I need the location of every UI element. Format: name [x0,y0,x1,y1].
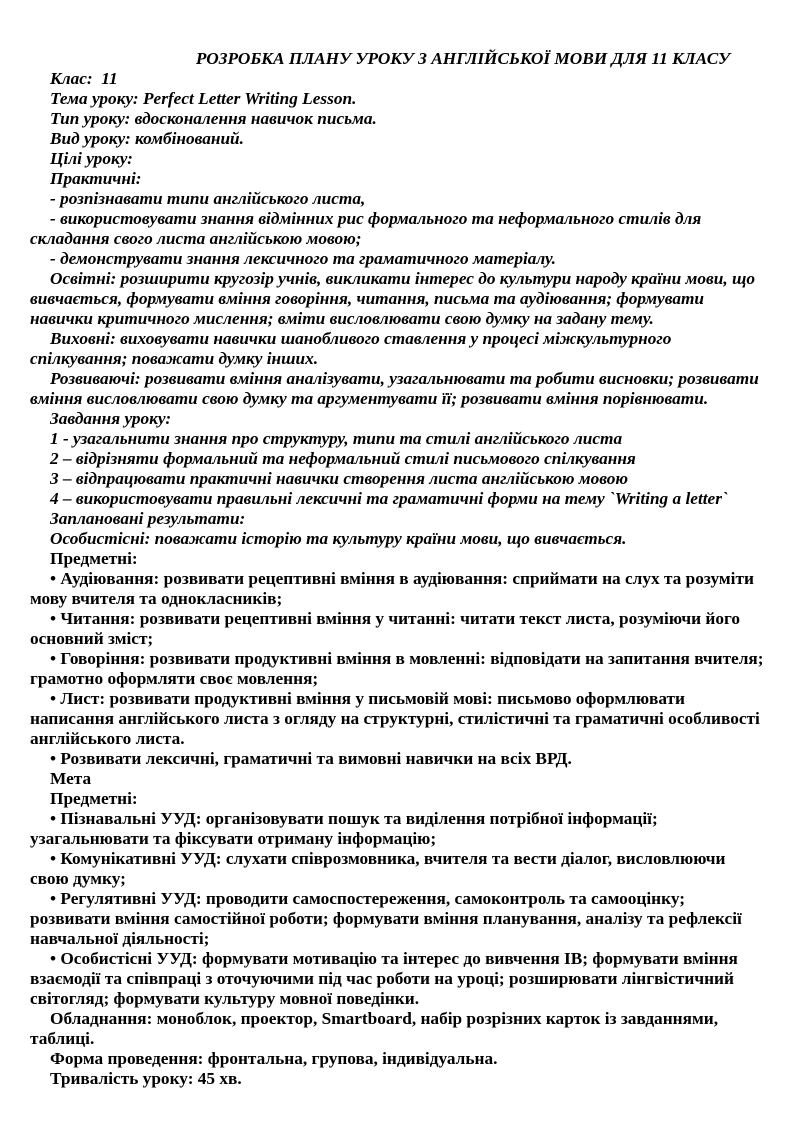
lesson-tasks-heading: Завдання уроку: [50,409,172,428]
educational-goals-paragraph: Освітні: розширити кругозір учнів, викликати інтерес до культури народу країни мови, що вивчається, формувати вміння говоріння, читання, письма та аудіювання; формувати навички критичного мислення; вміти висловлювати свою думку на задану тему. [30,269,760,328]
planned-results-heading: Заплановані результати: [50,509,246,528]
personal-uud-item: • Особистісні УУД: формувати мотивацію та інтерес до вивчення ІВ; формувати вміння взаємодії та співпраці з оточуючими під час роботи на уроці; розширювати лінгвістичний світогляд; формувати культуру мовної поведінки. [30,949,743,1008]
class-line: Клас: 11 [50,69,118,88]
goals-heading: Цілі уроку: [50,149,133,168]
lesson-duration-line: Тривалість уроку: 45 хв. [50,1069,242,1088]
subject-results-heading: Предметні: [50,549,138,568]
reading-skill-item: • Читання: розвивати рецептивні вміння у читанні: читати текст листа, розуміючи його основний зміст; [30,609,745,648]
skills-development-item: • Розвивати лексичні, граматичні та вимовні навички на всіх ВРД. [50,749,572,768]
lesson-task-item: 4 – використовувати правильні лексичні та граматичні форми на тему `Writing a letter` [50,489,728,508]
practical-goals-heading: Практичні: [50,169,142,188]
speaking-skill-item: • Говоріння: розвивати продуктивні вміння в мовленні: відповідати на запитання вчителя; грамотно оформляти своє мовлення; [30,649,768,688]
practical-goal-item: - використовувати знання відмінних рис формального та неформального стилів для складання свого листа англійською мовою; [30,209,706,248]
aim-heading: Мета [50,769,92,788]
equipment-line: Обладнання: моноблок, проектор, Smartboard, набір розрізних карток із завданнями, таблиці. [30,1009,723,1048]
writing-skill-item: • Лист: розвивати продуктивні вміння у письмовій мові: письмово оформлювати написання англійського листа з огляду на структурні, стилістичні та граматичні особливості англійського листа. [30,689,765,748]
page-title: РОЗРОБКА ПЛАНУ УРОКУ З АНГЛІЙСЬКОЇ МОВИ ДЛЯ 11 КЛАСУ [195,49,731,68]
practical-goal-item: - демонструвати знання лексичного та граматичного матеріалу. [50,249,556,268]
lesson-task-item: 1 - узагальнити знання про структуру, типи та стилі англійського листа [50,429,623,448]
lesson-kind-line: Вид уроку: комбінований. [50,129,244,148]
communicative-uud-item: • Комунікативні УУД: слухати співрозмовника, вчителя та вести діалог, висловлюючи свою думку; [30,849,730,888]
cognitive-uud-item: • Пізнавальні УУД: організовувати пошук та виділення потрібної інформації; узагальнювати та фіксувати отриману інформацію; [30,809,663,848]
practical-goal-item: - розпізнавати типи англійського листа, [50,189,366,208]
subject-results-heading-2: Предметні: [50,789,138,808]
lesson-task-item: 3 – відпрацювати практичні навички створення листа англійською мовою [50,469,629,488]
topic-line: Тема уроку: Perfect Letter Writing Lesson. [50,89,357,108]
lesson-format-line: Форма проведення: фронтальна, групова, індивідуальна. [50,1049,498,1068]
regulatory-uud-item: • Регулятивні УУД: проводити самоспостереження, самоконтроль та самооцінку; розвивати вміння самостійної роботи; формувати вміння планування, аналізу та рефлексії навчальної діяльності; [30,889,747,948]
developmental-goals-paragraph: Розвиваючі: розвивати вміння аналізувати, узагальнювати та робити висновки; розвивати вміння висловлювати свою думку та аргументувати її; розвивати вміння порівнювати. [30,369,764,408]
upbringing-goals-paragraph: Виховні: виховувати навички шанобливого ставлення у процесі міжкультурного спілкування; поважати думку інших. [30,329,676,368]
listening-skill-item: • Аудіювання: розвивати рецептивні вміння в аудіювання: сприймати на слух та розуміти мову вчителя та однокласників; [30,569,759,608]
personal-results-paragraph: Особистісні: поважати історію та культуру країни мови, що вивчається. [50,529,627,548]
lesson-type-line: Тип уроку: вдосконалення навичок письма. [50,109,377,128]
lesson-task-item: 2 – відрізняти формальний та неформальний стилі письмового спілкування [50,449,636,468]
